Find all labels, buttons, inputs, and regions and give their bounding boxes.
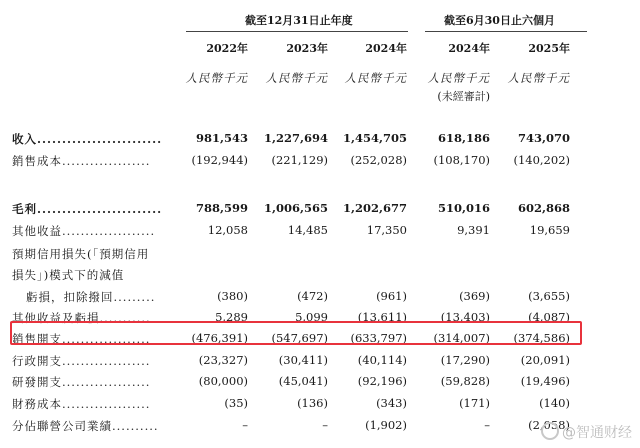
cell-value: (2,058)	[528, 418, 570, 432]
row-label	[12, 201, 162, 217]
cell-value: 743,070	[517, 131, 570, 145]
row-label-text: 研發開支	[12, 375, 62, 389]
cell-value: (633,797)	[350, 331, 407, 345]
cell-value: (35)	[224, 396, 248, 410]
row-leader-dots: ..........	[112, 419, 159, 433]
cell-value: (23,327)	[198, 353, 248, 367]
row-label-text: 虧損，扣除撥回	[26, 290, 114, 304]
table-row	[0, 373, 640, 391]
row-label	[26, 289, 155, 305]
cell-value: (374,586)	[513, 331, 570, 345]
column-year: 2024年	[448, 42, 490, 55]
cell-value: (1,902)	[365, 418, 407, 432]
row-label-text: 銷售成本	[12, 154, 62, 168]
row-leader-dots: .........................	[37, 132, 163, 146]
cell-value: (140,202)	[513, 153, 570, 167]
row-leader-dots: ...................	[62, 397, 151, 411]
cell-value: 1,202,677	[342, 201, 407, 215]
cell-value: 19,659	[529, 223, 570, 237]
row-leader-dots: ...........	[99, 311, 151, 325]
cell-value: (343)	[376, 396, 407, 410]
cell-value: 602,868	[517, 201, 570, 215]
cell-value: (59,828)	[440, 374, 490, 388]
table-row	[0, 266, 640, 284]
row-label-text: 其他收益	[12, 224, 62, 238]
row-label	[12, 131, 162, 147]
cell-value: (80,000)	[198, 374, 248, 388]
row-label-text: 財務成本	[12, 397, 62, 411]
row-label-text: 收入	[12, 132, 37, 146]
cell-value: (92,196)	[357, 374, 407, 388]
column-header-2023	[248, 40, 328, 86]
cell-value: (961)	[376, 289, 407, 303]
row-label	[12, 153, 150, 169]
row-leader-dots: ...................	[62, 375, 151, 389]
row-label	[12, 246, 149, 262]
row-leader-dots: ....................	[62, 224, 156, 238]
cell-value: 14,485	[287, 223, 328, 237]
cell-value: (17,290)	[440, 353, 490, 367]
cell-value: (314,007)	[433, 331, 490, 345]
table-row	[0, 352, 640, 370]
annual-header-underline	[186, 31, 408, 32]
column-unit: 人民幣千元	[507, 71, 570, 85]
watermark-text: @智通财经	[562, 425, 632, 441]
row-label-text: 其他收益及虧損	[12, 311, 100, 325]
table-row	[0, 200, 640, 218]
cell-value: (171)	[459, 396, 490, 410]
cell-value: (380)	[217, 289, 248, 303]
cell-value: 17,350	[366, 223, 407, 237]
cell-value: 1,454,705	[342, 131, 407, 145]
row-leader-dots: ...................	[62, 354, 151, 368]
cell-value: (192,944)	[191, 153, 248, 167]
row-label	[12, 374, 150, 390]
column-unit: 人民幣千元	[185, 71, 248, 85]
cell-value: (13,611)	[357, 310, 407, 324]
column-year: 2025年	[528, 42, 570, 55]
row-label	[12, 353, 150, 369]
cell-value: (45,041)	[278, 374, 328, 388]
cell-value: (13,403)	[440, 310, 490, 324]
cell-value: 5,099	[295, 310, 328, 324]
cell-value: (547,697)	[271, 331, 328, 345]
cell-value: (30,411)	[278, 353, 328, 367]
table-row	[0, 395, 640, 413]
row-label-text: 分佔聯營公司業績	[12, 419, 112, 433]
row-label-text: 損失」)模式下的減值	[12, 268, 125, 282]
cell-value: (4,087)	[528, 310, 570, 324]
table-row	[0, 130, 640, 148]
cell-value: (369)	[459, 289, 490, 303]
column-header-2024	[327, 40, 407, 86]
column-header-2024-interim	[410, 40, 490, 104]
cell-value: (40,114)	[357, 353, 407, 367]
interim-period-header: 截至6月30日止六個月	[444, 14, 555, 27]
column-year: 2023年	[286, 42, 328, 55]
cell-value: –	[484, 418, 490, 432]
row-label-text: 毛利	[12, 202, 37, 216]
table-row	[0, 222, 640, 240]
watermark-logo-icon	[541, 422, 559, 440]
row-leader-dots: ...................	[62, 332, 151, 346]
cell-value: (20,091)	[520, 353, 570, 367]
column-header-2025-interim	[490, 40, 570, 86]
cell-value: (476,391)	[191, 331, 248, 345]
cell-value: (221,129)	[271, 153, 328, 167]
cell-value: 9,391	[457, 223, 490, 237]
column-unit: 人民幣千元	[344, 71, 407, 85]
cell-value: (108,170)	[433, 153, 490, 167]
cell-value: (136)	[297, 396, 328, 410]
cell-value: 5,289	[215, 310, 248, 324]
column-note-unaudited: (未經審計)	[437, 90, 490, 103]
interim-header-underline	[425, 31, 587, 32]
cell-value: 510,016	[437, 201, 490, 215]
row-label-text: 銷售開支	[12, 332, 62, 346]
cell-value: 981,543	[195, 131, 248, 145]
cell-value: –	[242, 418, 248, 432]
row-label	[12, 396, 150, 412]
row-label	[12, 223, 155, 239]
table-row	[0, 152, 640, 170]
cell-value: 1,006,565	[263, 201, 328, 215]
row-label	[12, 267, 124, 283]
column-year: 2022年	[206, 42, 248, 55]
cell-value: (19,496)	[520, 374, 570, 388]
column-header-2022	[168, 40, 248, 86]
row-label	[12, 418, 159, 434]
row-label-text: 預期信用損失(「預期信用	[12, 247, 150, 261]
cell-value: 1,227,694	[263, 131, 328, 145]
row-leader-dots: .........	[113, 290, 156, 304]
row-leader-dots: ...................	[62, 154, 151, 168]
cell-value: (252,028)	[350, 153, 407, 167]
row-label-text: 行政開支	[12, 354, 62, 368]
selling-expenses-highlight	[10, 321, 582, 345]
cell-value: 12,058	[207, 223, 248, 237]
table-row	[0, 288, 640, 306]
cell-value: –	[322, 418, 328, 432]
column-unit: 人民幣千元	[427, 71, 490, 85]
column-year: 2024年	[365, 42, 407, 55]
cell-value: 618,186	[437, 131, 490, 145]
column-unit: 人民幣千元	[265, 71, 328, 85]
table-row	[0, 245, 640, 263]
cell-value: 788,599	[195, 201, 248, 215]
annual-period-header: 截至12月31日止年度	[245, 14, 353, 27]
watermark	[541, 422, 632, 442]
row-leader-dots: .........................	[37, 202, 163, 216]
cell-value: (140)	[539, 396, 570, 410]
cell-value: (472)	[297, 289, 328, 303]
cell-value: (3,655)	[528, 289, 570, 303]
